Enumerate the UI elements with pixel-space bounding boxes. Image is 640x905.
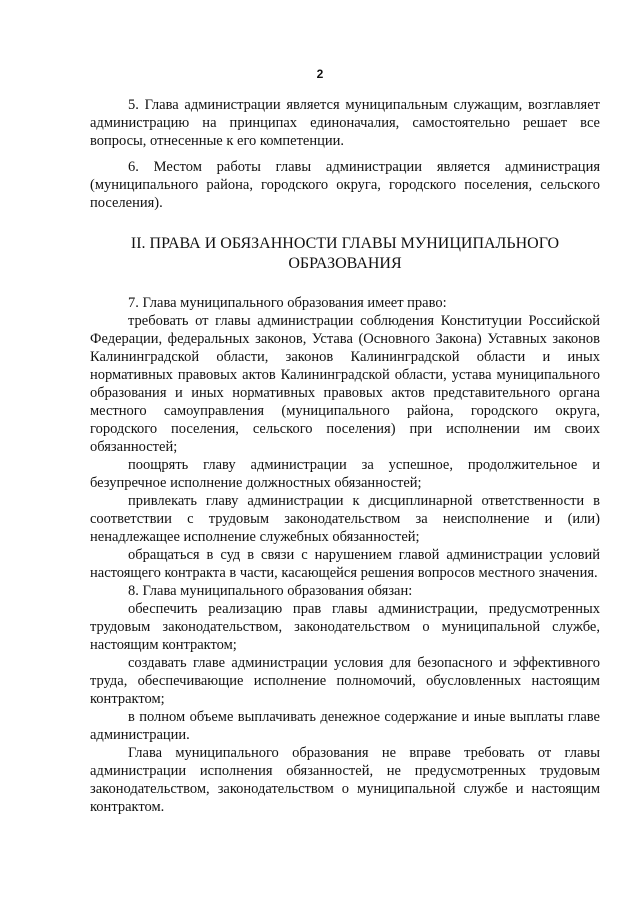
page-number: 2 — [316, 67, 324, 81]
duty-pay: в полном объеме выплачивать денежное содержание и иные выплаты главе администрации. — [90, 709, 600, 743]
right-discipline: привлекать главу администрации к дисциплинарной ответственности в соответствии с трудовым законодательством за неисполнение и (или) ненадлежащее исполнение служебных обязанностей; — [90, 493, 600, 545]
section-title: II. ПРАВА И ОБЯЗАННОСТИ ГЛАВЫ МУНИЦИПАЛЬНОГО ОБРАЗОВАНИЯ — [130, 235, 560, 272]
document-body — [90, 96, 600, 816]
paragraph-6: 6. Местом работы главы администрации является администрация (муниципального района, городского округа, городского поселения, сельского поселения). — [90, 159, 600, 211]
paragraph-8: 8. Глава муниципального образования обязан: — [128, 583, 413, 599]
right-demand-compliance: требовать от главы администрации соблюдения Конституции Российской Федерации, федеральных законов, Устава (Основного Закона) Уставных законов Калининградской области, законов Калининградской области и иных нормативных правовых актов Калининградской области, устава муниципального образования и иных нормативных правовых актов представительного органа местного самоуправления (муниципального района, городского округа, городского поселения, сельского поселения) при исполнении им своих обязанностей; — [90, 313, 600, 455]
paragraph-7: 7. Глава муниципального образования имеет право: — [128, 295, 447, 311]
right-court: обращаться в суд в связи с нарушением главой администрации условий настоящего контракта в части, касающейся решения вопросов местного значения. — [90, 547, 600, 581]
right-encourage: поощрять главу администрации за успешное, продолжительное и безупречное исполнение должностных обязанностей; — [90, 457, 600, 491]
paragraph-restriction: Глава муниципального образования не вправе требовать от главы администрации исполнения обязанностей, не предусмотренных трудовым законодательством, законодательством о муниципальной службе и настоящим контрактом. — [90, 745, 600, 815]
duty-ensure-rights: обеспечить реализацию прав главы администрации, предусмотренных трудовым законодательством, законодательством о муниципальной службе, настоящим контрактом; — [90, 601, 600, 653]
paragraph-5: 5. Глава администрации является муниципальным служащим, возглавляет администрацию на принципах единоначалия, самостоятельно решает все вопросы, отнесенные к его компетенции. — [90, 97, 600, 149]
duty-safe-conditions: создавать главе администрации условия для безопасного и эффективного труда, обеспечивающие исполнение полномочий, обусловленных настоящим контрактом; — [90, 655, 600, 707]
